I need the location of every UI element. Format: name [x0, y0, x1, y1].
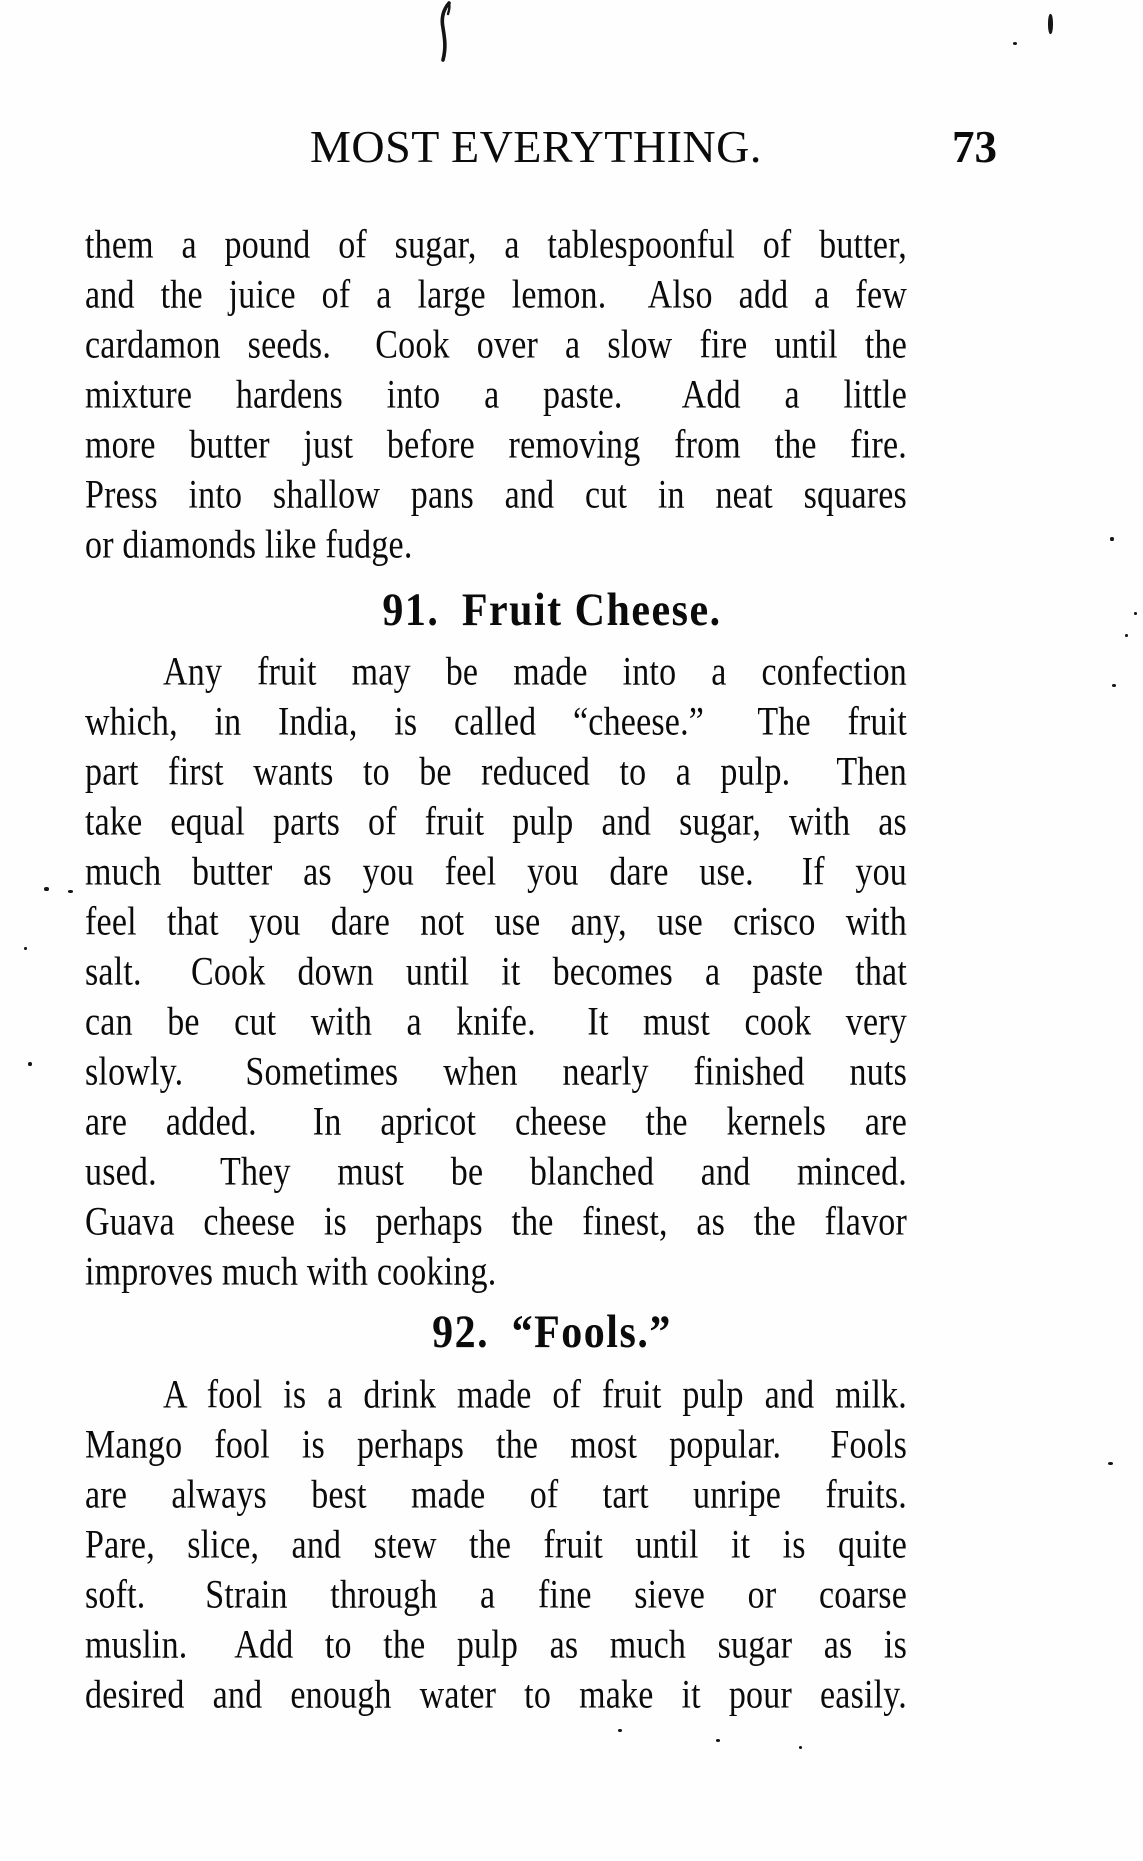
scan-speck-artifact	[716, 1739, 720, 1742]
text-line: or diamonds like fudge.	[85, 523, 413, 567]
text-line: cardamon seeds. Cook over a slow fire until the	[85, 323, 907, 367]
paragraph-fools	[85, 1373, 907, 1723]
scan-speck-artifact	[1048, 14, 1053, 34]
text-line: are always best made of tart unripe fruits.	[85, 1473, 907, 1517]
heading-91: 91. Fruit Cheese.	[382, 585, 722, 636]
text-line: Any fruit may be made into a confection	[163, 650, 907, 694]
text-line: part first wants to be reduced to a pulp. Then	[85, 750, 907, 794]
scan-speck-artifact	[1013, 42, 1017, 45]
text-line: Press into shallow pans and cut in neat squares	[85, 473, 907, 517]
text-line: improves much with cooking.	[85, 1250, 497, 1294]
text-line: are added. In apricot cheese the kernels are	[85, 1100, 907, 1144]
scan-speck-artifact	[1125, 634, 1128, 637]
text-line: take equal parts of fruit pulp and sugar, with as	[85, 800, 907, 844]
scan-speck-artifact	[1108, 1462, 1113, 1465]
paragraph-fudge-continuation	[85, 223, 907, 573]
scan-speck-artifact	[618, 1729, 622, 1732]
text-line: soft. Strain through a fine sieve or coarse	[85, 1573, 907, 1617]
scan-speck-artifact	[24, 947, 27, 950]
text-line: slowly. Sometimes when nearly finished nuts	[85, 1050, 907, 1094]
text-line: used. They must be blanched and minced.	[85, 1150, 907, 1194]
text-line: Mango fool is perhaps the most popular. Fools	[85, 1423, 907, 1467]
text-line: more butter just before removing from the fire.	[85, 423, 907, 467]
page-number: 73	[952, 122, 997, 172]
scan-speck-artifact	[1110, 537, 1114, 541]
text-line: and the juice of a large lemon. Also add a few	[85, 273, 907, 317]
text-line: Pare, slice, and stew the fruit until it is quite	[85, 1523, 907, 1567]
text-line: feel that you dare not use any, use crisco with	[85, 900, 907, 944]
text-line: which, in India, is called “cheese.” The fruit	[85, 700, 907, 744]
paragraph-fruit-cheese	[85, 650, 907, 1300]
text-line: Guava cheese is perhaps the finest, as the flavor	[85, 1200, 907, 1244]
text-line: mixture hardens into a paste. Add a little	[85, 373, 907, 417]
text-line: salt. Cook down until it becomes a paste that	[85, 950, 907, 994]
scan-speck-artifact	[28, 1062, 32, 1066]
running-head-title: MOST EVERYTHING.	[310, 121, 762, 172]
scan-speck-artifact	[1134, 612, 1137, 615]
text-line: A fool is a drink made of fruit pulp and milk.	[163, 1373, 907, 1417]
scan-speck-artifact	[799, 1746, 802, 1749]
page-body	[85, 0, 907, 1861]
text-line: desired and enough water to make it pour easily.	[85, 1673, 907, 1717]
heading-92: 92. “Fools.”	[432, 1307, 672, 1358]
scan-speck-artifact	[68, 890, 73, 893]
text-line: much butter as you feel you dare use. If you	[85, 850, 907, 894]
text-line: can be cut with a knife. It must cook very	[85, 1000, 907, 1044]
text-line: them a pound of sugar, a tablespoonful of butter,	[85, 223, 907, 267]
text-line: muslin. Add to the pulp as much sugar as is	[85, 1623, 907, 1667]
scan-speck-artifact	[44, 887, 49, 891]
scan-speck-artifact	[1112, 684, 1116, 687]
